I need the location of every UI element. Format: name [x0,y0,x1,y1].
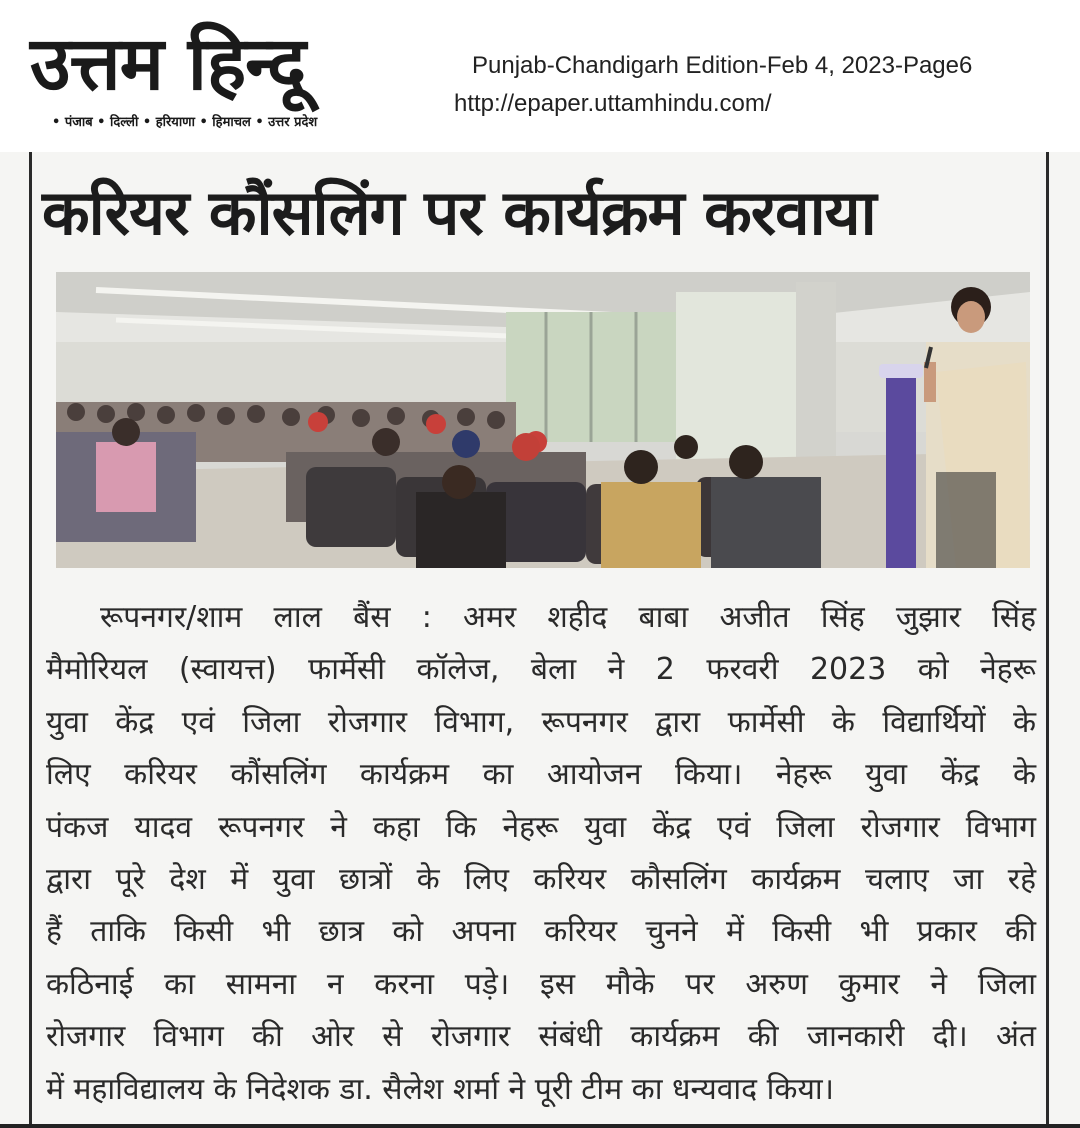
body-line: पंकज यादव रूपनगर ने कहा कि नेहरू युवा केंद्र एवं जिला रोजगार विभाग [46,809,1036,845]
newspaper-logo: उत्तम हिन्दू [30,21,306,107]
column-rule-left [29,152,32,1128]
epaper-url: http://epaper.uttamhindu.com/ [454,90,772,117]
body-line: में महाविद्यालय के निदेशक डा. सैलेश शर्मा ने पूरी टीम का धन्यवाद किया। [46,1071,834,1107]
body-line: कठिनाई का सामना न करना पड़े। इस मौके पर अरुण कुमार ने जिला [46,966,1036,1002]
bottom-rule [0,1124,1080,1128]
body-line: द्वारा पूरे देश में युवा छात्रों के लिए करियर कौसलिंग कार्यक्रम चलाए जा रहे [46,861,1036,897]
column-rule-right [1046,152,1049,1128]
article-body [46,592,1036,1116]
body-line: लिए करियर कौंसलिंग कार्यक्रम का आयोजन किया। नेहरू युवा केंद्र के [46,757,1036,793]
body-line: हैं ताकि किसी भी छात्र को अपना करियर चुनने में किसी भी प्रकार की [46,914,1036,950]
article-headline: करियर कौंसलिंग पर कार्यक्रम करवाया [42,176,876,249]
body-line: रूपनगर/शाम लाल बैंस : अमर शहीद बाबा अजीत सिंह जुझार सिंह [100,600,1036,635]
body-line: रोजगार विभाग की ओर से रोजगार संबंधी कार्यक्रम की जानकारी दी। अंत [46,1019,1036,1055]
body-line: युवा केंद्र एवं जिला रोजगार विभाग, रूपनगर द्वारा फार्मेसी के विद्यार्थियों के [46,704,1036,740]
masthead [0,0,1080,152]
logo-subtitle: • पंजाब • दिल्ली • हरियाणा • हिमाचल • उत्तर प्रदेश [52,115,318,130]
article-photo [56,272,1030,568]
edition-info: Punjab-Chandigarh Edition-Feb 4, 2023-Page6 [472,52,973,79]
body-line: मैमोरियल (स्वायत्त) फार्मेसी कॉलेज, बेला ने 2 फरवरी 2023 को नेहरू [46,652,1036,688]
